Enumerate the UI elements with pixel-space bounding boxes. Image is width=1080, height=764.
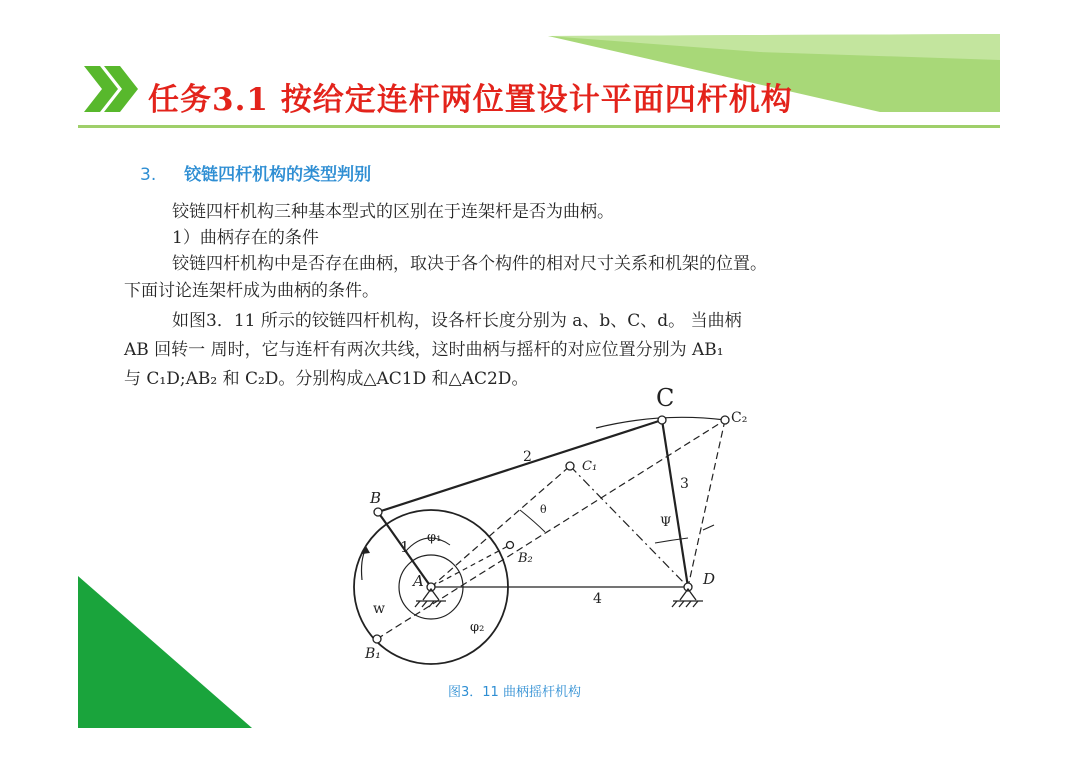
label-a: A bbox=[413, 572, 424, 590]
joint-c2 bbox=[721, 416, 729, 424]
label-psi: Ψ bbox=[660, 515, 672, 530]
label-phi2: φ₂ bbox=[470, 620, 485, 635]
page-title: 任务3.1 按给定连杆两位置设计平面四杆机构 bbox=[148, 82, 793, 118]
section-number: 3. bbox=[140, 165, 157, 185]
label-d: D bbox=[703, 570, 716, 588]
joint-c1 bbox=[566, 462, 574, 470]
section-heading-text: 铰链四杆机构的类型判别 bbox=[184, 165, 372, 185]
label-link-2: 2 bbox=[523, 449, 532, 465]
dashed-a-c1 bbox=[431, 466, 570, 587]
paragraph-2: 1）曲柄存在的条件 bbox=[172, 228, 319, 248]
label-c1: C₁ bbox=[582, 459, 598, 474]
label-b: B bbox=[370, 489, 382, 507]
label-link-1: 1 bbox=[400, 538, 410, 556]
figure-caption: 图3．11 曲柄摇杆机构 bbox=[448, 685, 581, 700]
paragraph-5: 如图3．11 所示的铰链四杆机构，设各杆长度分别为 a、b、C、d。 当曲柄 bbox=[172, 311, 742, 331]
joint-b bbox=[374, 508, 382, 516]
label-link-4: 4 bbox=[593, 591, 602, 607]
label-b1: B₁ bbox=[365, 646, 381, 662]
label-c2: C₂ bbox=[731, 410, 748, 426]
paragraph-6: AB 回转一 周时，它与连杆有两次共线，这时曲柄与摇杆的对应位置分别为 AB₁ bbox=[124, 340, 724, 360]
paragraph-4: 下面讨论连架杆成为曲柄的条件。 bbox=[124, 281, 379, 301]
label-b2: B₂ bbox=[518, 551, 533, 566]
link-2 bbox=[378, 420, 662, 512]
label-link-3: 3 bbox=[680, 476, 689, 492]
joint-b1 bbox=[373, 635, 381, 643]
psi-arc bbox=[655, 538, 688, 543]
joint-b2 bbox=[507, 542, 514, 549]
dashed-c2-d bbox=[688, 420, 725, 587]
label-phi1: φ₁ bbox=[427, 530, 442, 545]
paragraph-3: 铰链四杆机构中是否存在曲柄，取决于各个构件的相对尺寸关系和机架的位置。 bbox=[172, 254, 767, 274]
joint-c bbox=[658, 416, 666, 424]
label-theta: θ bbox=[540, 503, 547, 516]
label-w: w bbox=[373, 601, 385, 617]
paragraph-1: 铰链四杆机构三种基本型式的区别在于连架杆是否为曲柄。 bbox=[172, 202, 614, 222]
paragraph-7: 与 C₁D;AB₂ 和 C₂D。分别构成△AC1D 和△AC2D。 bbox=[124, 369, 529, 389]
label-big-c: C bbox=[656, 384, 675, 412]
